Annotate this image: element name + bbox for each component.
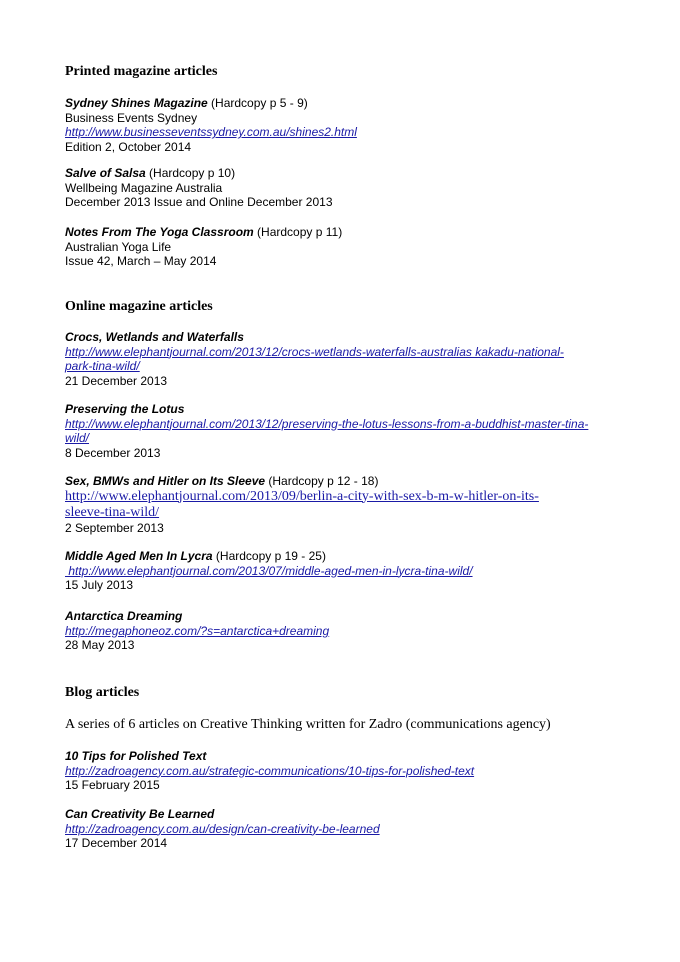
hardcopy-note: (Hardcopy p 11)	[253, 225, 343, 239]
blog-item-tips	[65, 749, 625, 793]
online-item-crocs	[65, 330, 625, 388]
publisher: Business Events Sydney	[65, 110, 198, 125]
printed-item-yoga	[65, 225, 625, 269]
article-link[interactable]: http://www.elephantjournal.com/2013/07/middle-aged-men-in-lycra-tina-wild/	[65, 563, 473, 578]
hardcopy-note: (Hardcopy p 12 - 18)	[265, 474, 379, 488]
article-title[interactable]: Middle Aged Men In Lycra	[65, 549, 213, 563]
date: 8 December 2013	[65, 445, 161, 460]
issue: Issue 42, March – May 2014	[65, 254, 217, 269]
hardcopy-note: (Hardcopy p 5 - 9)	[207, 96, 308, 110]
article-title[interactable]: 10 Tips for Polished Text	[65, 749, 207, 763]
date: 2 September 2013	[65, 520, 164, 535]
article-title[interactable]: Antarctica Dreaming	[65, 609, 183, 623]
article-link[interactable]: http://www.elephantjournal.com/2013/09/berlin-a-city-with-sex-b-m-w-hitler-on-its-	[65, 488, 539, 504]
printed-item-shines	[65, 96, 625, 154]
date: 21 December 2013	[65, 373, 168, 388]
blog-item-creativity	[65, 807, 625, 851]
online-item-lycra	[65, 549, 625, 593]
article-link-continued[interactable]: sleeve-tina-wild/	[65, 504, 160, 520]
article-title[interactable]: Crocs, Wetlands and Waterfalls	[65, 330, 244, 344]
article-link[interactable]: http://zadroagency.com.au/design/can-creativity-be-learned	[65, 821, 380, 836]
article-link[interactable]: http://www.businesseventssydney.com.au/shines2.html	[65, 125, 357, 140]
article-title[interactable]: Can Creativity Be Learned	[65, 807, 215, 821]
article-title[interactable]: Salve of Salsa	[65, 166, 146, 180]
online-item-berlin	[65, 474, 625, 535]
printed-heading: Printed magazine articles	[65, 64, 218, 79]
blog-intro: A series of 6 articles on Creative Thinking written for Zadro (communications agency)	[65, 717, 551, 732]
date: 28 May 2013	[65, 638, 135, 653]
article-title[interactable]: Preserving the Lotus	[65, 402, 185, 416]
issue: December 2013 Issue and Online December 2013	[65, 195, 333, 210]
article-link-continued[interactable]: wild/	[65, 431, 90, 446]
online-heading: Online magazine articles	[65, 299, 213, 314]
article-link[interactable]: http://zadroagency.com.au/strategic-communications/10-tips-for-polished-text	[65, 763, 475, 778]
article-link[interactable]: http://www.elephantjournal.com/2013/12/preserving-the-lotus-lessons-from-a-buddhist-master-tina-	[65, 416, 589, 431]
date: 15 July 2013	[65, 578, 134, 593]
blog-heading: Blog articles	[65, 685, 140, 700]
hardcopy-note: (Hardcopy p 10)	[145, 166, 236, 180]
article-title[interactable]: Notes From The Yoga Classroom	[65, 225, 254, 239]
article-link-continued[interactable]: park-tina-wild/	[65, 359, 140, 374]
article-title[interactable]: Sydney Shines Magazine	[65, 96, 208, 110]
article-link[interactable]: http://megaphoneoz.com/?s=antarctica+dreaming	[65, 623, 330, 638]
online-item-antarctica	[65, 609, 625, 653]
hardcopy-note: (Hardcopy p 19 - 25)	[212, 549, 326, 563]
publisher: Wellbeing Magazine Australia	[65, 180, 223, 195]
publisher: Australian Yoga Life	[65, 239, 172, 254]
date: 17 December 2014	[65, 836, 168, 851]
online-item-lotus	[65, 402, 625, 460]
date: 15 February 2015	[65, 778, 160, 793]
printed-item-salsa	[65, 166, 625, 210]
article-link[interactable]: http://www.elephantjournal.com/2013/12/crocs-wetlands-waterfalls-australias kakadu-national-	[65, 344, 564, 359]
edition: Edition 2, October 2014	[65, 139, 192, 154]
article-title[interactable]: Sex, BMWs and Hitler on Its Sleeve	[65, 474, 266, 488]
